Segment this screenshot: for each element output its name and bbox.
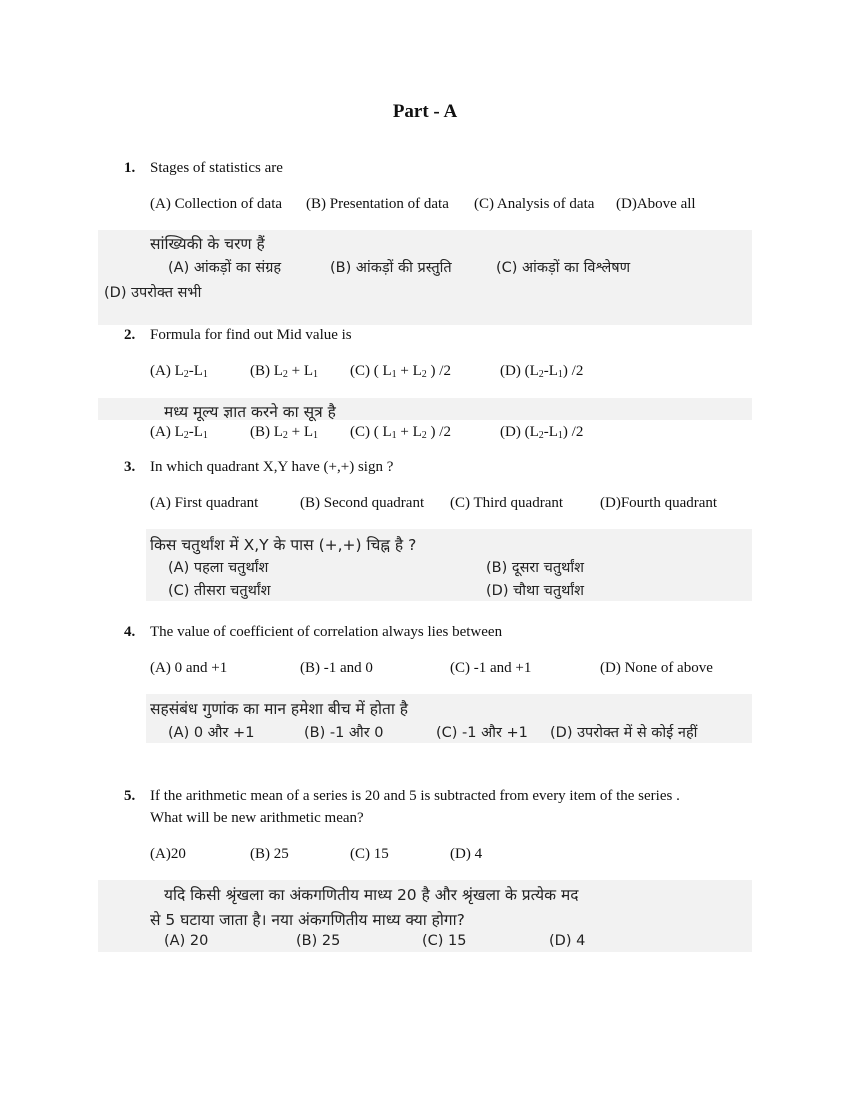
q5-hindi-option-c: (C) 15	[422, 933, 467, 949]
q4-hindi-option-a: (A) 0 और +1	[168, 725, 255, 741]
q5-option-a: (A)20	[150, 846, 186, 862]
q1-option-b: (B) Presentation of data	[306, 196, 449, 212]
q4-text: The value of coefficient of correlation always lies between	[150, 624, 503, 640]
q3-number: 3.	[124, 459, 136, 475]
q2-option-b: (B) $L_2 + L_1$	[250, 363, 319, 380]
q4-option-c: (C) -1 and +1	[450, 660, 532, 676]
q3-hindi-option-b: (B) दूसरा चतुर्थांश	[486, 560, 585, 576]
q4-hindi-option-c: (C) -1 और +1	[436, 725, 528, 741]
q5-option-b: (B) 25	[250, 846, 289, 862]
q5-number: 5.	[124, 788, 136, 804]
q3-option-c: (C) Third quadrant	[450, 495, 564, 511]
q2-option-d: (D) $(L_2-L_1)$ /2	[500, 363, 584, 380]
q1-hindi-text: सांख्यिकी के चरण हैं	[150, 235, 265, 253]
q4-option-a: (A) 0 and +1	[150, 660, 228, 676]
q4-hindi-text: सहसंबंध गुणांक का मान हमेशा बीच में होता है	[150, 700, 408, 718]
q2-text: Formula for find out Mid value is	[150, 327, 352, 343]
q4-hindi-option-d: (D) उपरोक्त में से कोई नहीं	[550, 725, 698, 741]
q5-option-c: (C) 15	[350, 846, 389, 862]
q5-hindi-line2: से 5 घटाया जाता है। नया अंकगणितीय माध्य क्या होगा?	[150, 911, 465, 929]
q2-option-c: (C) ( $L_1 + L_2$ ) /2	[350, 363, 451, 380]
q3-hindi-text: किस चतुर्थांश में X,Y के पास (+,+) चिह्न है ?	[150, 536, 417, 554]
q3-hindi-option-c: (C) तीसरा चतुर्थांश	[168, 583, 271, 599]
q1-hindi-option-d: (D) उपरोक्त सभी	[104, 285, 202, 301]
q3-option-d: (D)Fourth quadrant	[600, 495, 718, 511]
q2-hindi-option-a: (A) $L_2-L_1$	[150, 424, 208, 441]
q5-hindi-line1: यदि किसी श्रृंखला का अंकगणितीय माध्य 20 है और श्रृंखला के प्रत्येक मद	[164, 886, 579, 904]
q3-option-b: (B) Second quadrant	[300, 495, 425, 511]
q3-option-a: (A) First quadrant	[150, 495, 259, 511]
page-title: Part - A	[392, 101, 458, 122]
q4-option-d: (D) None of above	[600, 660, 713, 676]
q1-hindi-option-b: (B) आंकड़ों की प्रस्तुति	[330, 260, 452, 276]
q1-option-c: (C) Analysis of data	[474, 196, 595, 212]
q2-hindi-option-b: (B) $L_2 + L_1$	[250, 424, 319, 441]
q2-number: 2.	[124, 327, 136, 343]
q2-hindi-option-c: (C) ( $L_1 + L_2$ ) /2	[350, 424, 451, 441]
q1-option-a: (A) Collection of data	[150, 196, 283, 212]
q4-number: 4.	[124, 624, 136, 640]
q1-option-d: (D)Above all	[616, 196, 696, 212]
q1-hindi-option-a: (A) आंकड़ों का संग्रह	[168, 260, 282, 276]
q2-hindi-text: मध्य मूल्य ज्ञात करने का सूत्र है	[164, 403, 336, 421]
q1-number: 1.	[124, 160, 136, 176]
q1-hindi-option-c: (C) आंकड़ों का विश्लेषण	[496, 260, 631, 276]
q3-hindi-option-a: (A) पहला चतुर्थांश	[168, 560, 269, 576]
q4-hindi-option-b: (B) -1 और 0	[304, 725, 384, 741]
q5-hindi-option-a: (A) 20	[164, 933, 209, 949]
q5-text-line1: If the arithmetic mean of a series is 20 and 5 is subtracted from every item of the series .	[150, 788, 680, 804]
q5-hindi-option-b: (B) 25	[296, 933, 341, 949]
q3-text: In which quadrant X,Y have (+,+) sign ?	[150, 459, 394, 475]
q1-text: Stages of statistics are	[150, 160, 283, 176]
q3-hindi-option-d: (D) चौथा चतुर्थांश	[486, 583, 585, 599]
q2-hindi-option-d: (D) $(L_2-L_1)$ /2	[500, 424, 584, 441]
q5-option-d: (D) 4	[450, 846, 483, 862]
q2-option-a: (A) $L_2-L_1$	[150, 363, 208, 380]
q4-option-b: (B) -1 and 0	[300, 660, 373, 676]
q5-text-line2: What will be new arithmetic mean?	[150, 810, 364, 826]
q5-hindi-option-d: (D) 4	[549, 933, 586, 949]
